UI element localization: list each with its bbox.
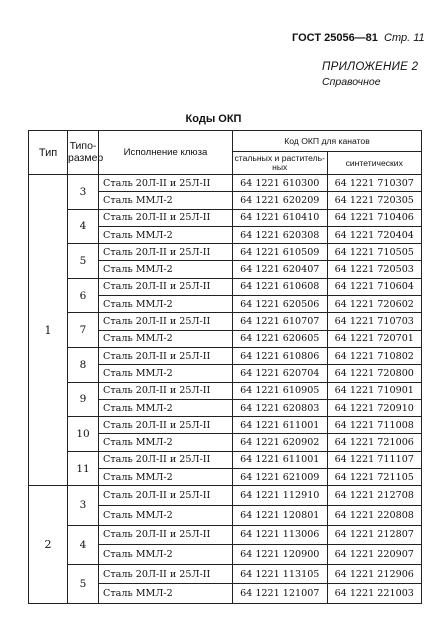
synthetic-code-cell: 64 1221 212807: [327, 525, 422, 545]
version-cell: Сталь ММЛ-2: [99, 399, 233, 416]
synthetic-code-cell: 64 1221 720602: [327, 296, 422, 313]
synthetic-code-cell: 64 1221 720404: [327, 226, 422, 243]
steel-code-cell: 64 1221 610905: [233, 382, 328, 399]
header-type: Тип: [29, 131, 68, 175]
table-row: [29, 417, 422, 434]
header-size: Типо-размер: [68, 131, 99, 175]
synthetic-code-cell: 64 1221 720701: [327, 330, 422, 347]
version-cell: Сталь ММЛ-2: [99, 469, 233, 486]
version-cell: Сталь 20Л-II и 25Л-II: [99, 244, 233, 261]
synthetic-code-cell: 64 1221 711107: [327, 451, 422, 468]
size-cell: 6: [68, 278, 99, 313]
version-cell: Сталь ММЛ-2: [99, 584, 233, 604]
version-cell: Сталь 20Л-II и 25Л-II: [99, 451, 233, 468]
steel-code-cell: 64 1221 113006: [233, 525, 328, 545]
appendix-note: Справочное: [322, 76, 381, 88]
steel-code-cell: 64 1221 610707: [233, 313, 328, 330]
version-cell: Сталь 20Л-II и 25Л-II: [99, 525, 233, 545]
size-cell: 11: [68, 451, 99, 486]
version-cell: Сталь 20Л-II и 25Л-II: [99, 209, 233, 226]
synthetic-code-cell: 64 1221 720503: [327, 261, 422, 278]
header-version: Исполнение клюза: [99, 131, 233, 175]
size-cell: 4: [68, 525, 99, 564]
steel-code-cell: 64 1221 610300: [233, 175, 328, 192]
synthetic-code-cell: 64 1221 710406: [327, 209, 422, 226]
size-cell: 3: [68, 486, 99, 525]
version-cell: Сталь 20Л-II и 25Л-II: [99, 417, 233, 434]
size-cell: 10: [68, 417, 99, 452]
synthetic-code-cell: 64 1221 710505: [327, 244, 422, 261]
steel-code-cell: 64 1221 620407: [233, 261, 328, 278]
version-cell: Сталь ММЛ-2: [99, 296, 233, 313]
version-cell: Сталь ММЛ-2: [99, 192, 233, 209]
version-cell: Сталь ММЛ-2: [99, 545, 233, 565]
size-cell: 8: [68, 347, 99, 382]
version-cell: Сталь ММЛ-2: [99, 330, 233, 347]
steel-code-cell: 64 1221 610410: [233, 209, 328, 226]
version-cell: Сталь 20Л-II и 25Л-II: [99, 175, 233, 192]
synthetic-code-cell: 64 1221 721105: [327, 469, 422, 486]
synthetic-code-cell: 64 1221 710703: [327, 313, 422, 330]
steel-code-cell: 64 1221 610608: [233, 278, 328, 295]
table-row: [29, 525, 422, 545]
table-row: [29, 278, 422, 295]
size-cell: 9: [68, 382, 99, 417]
synthetic-code-cell: 64 1221 720305: [327, 192, 422, 209]
version-cell: Сталь 20Л-II и 25Л-II: [99, 313, 233, 330]
synthetic-code-cell: 64 1221 220808: [327, 505, 422, 525]
table-row: [29, 564, 422, 584]
size-cell: 4: [68, 209, 99, 244]
size-cell: 7: [68, 313, 99, 348]
steel-code-cell: 64 1221 620704: [233, 365, 328, 382]
table-row: [29, 451, 422, 468]
steel-code-cell: 64 1221 620803: [233, 399, 328, 416]
synthetic-code-cell: 64 1221 212906: [327, 564, 422, 584]
appendix-label: ПРИЛОЖЕНИЕ 2: [322, 61, 419, 73]
synthetic-code-cell: 64 1221 221003: [327, 584, 422, 604]
synthetic-code-cell: 64 1221 721006: [327, 434, 422, 451]
version-cell: Сталь ММЛ-2: [99, 505, 233, 525]
header-synthetic: синтетических: [327, 152, 422, 175]
steel-code-cell: 64 1221 611001: [233, 417, 328, 434]
version-cell: Сталь 20Л-II и 25Л-II: [99, 347, 233, 364]
header-okp-group: Код ОКП для канатов: [233, 131, 422, 152]
type-cell: 2: [29, 486, 68, 604]
page-number: Стр. 11: [384, 32, 425, 44]
table-row: [29, 313, 422, 330]
table-header: [29, 131, 422, 175]
version-cell: Сталь ММЛ-2: [99, 226, 233, 243]
version-cell: Сталь 20Л-II и 25Л-II: [99, 278, 233, 295]
version-cell: Сталь 20Л-II и 25Л-II: [99, 382, 233, 399]
table-row: [29, 175, 422, 192]
steel-code-cell: 64 1221 120900: [233, 545, 328, 565]
synthetic-code-cell: 64 1221 720910: [327, 399, 422, 416]
table-row: [29, 244, 422, 261]
steel-code-cell: 64 1221 620209: [233, 192, 328, 209]
table-row: [29, 209, 422, 226]
steel-code-cell: 64 1221 620506: [233, 296, 328, 313]
synthetic-code-cell: 64 1221 710604: [327, 278, 422, 295]
table-row: [29, 486, 422, 506]
version-cell: Сталь ММЛ-2: [99, 365, 233, 382]
steel-code-cell: 64 1221 112910: [233, 486, 328, 506]
synthetic-code-cell: 64 1221 212708: [327, 486, 422, 506]
size-cell: 5: [68, 564, 99, 603]
document-header: [292, 32, 425, 44]
version-cell: Сталь 20Л-II и 25Л-II: [99, 486, 233, 506]
steel-code-cell: 64 1221 621009: [233, 469, 328, 486]
synthetic-code-cell: 64 1221 710307: [327, 175, 422, 192]
synthetic-code-cell: 64 1221 220907: [327, 545, 422, 565]
steel-code-cell: 64 1221 620902: [233, 434, 328, 451]
steel-code-cell: 64 1221 610509: [233, 244, 328, 261]
version-cell: Сталь ММЛ-2: [99, 261, 233, 278]
version-cell: Сталь ММЛ-2: [99, 434, 233, 451]
synthetic-code-cell: 64 1221 711008: [327, 417, 422, 434]
synthetic-code-cell: 64 1221 710802: [327, 347, 422, 364]
okp-codes-table: [28, 130, 422, 604]
table-body: [29, 175, 422, 604]
steel-code-cell: 64 1221 113105: [233, 564, 328, 584]
table-row: [29, 347, 422, 364]
synthetic-code-cell: 64 1221 720800: [327, 365, 422, 382]
table-title: Коды ОКП: [185, 113, 242, 125]
synthetic-code-cell: 64 1221 710901: [327, 382, 422, 399]
steel-code-cell: 64 1221 610806: [233, 347, 328, 364]
steel-code-cell: 64 1221 120801: [233, 505, 328, 525]
version-cell: Сталь 20Л-II и 25Л-II: [99, 564, 233, 584]
gost-number: ГОСТ 25056—81: [292, 32, 378, 44]
type-cell: 1: [29, 175, 68, 486]
steel-code-cell: 64 1221 620605: [233, 330, 328, 347]
steel-code-cell: 64 1221 121007: [233, 584, 328, 604]
steel-code-cell: 64 1221 611001: [233, 451, 328, 468]
steel-code-cell: 64 1221 620308: [233, 226, 328, 243]
header-steel-plant: стальных и раститель-ных: [233, 152, 328, 175]
size-cell: 3: [68, 175, 99, 210]
size-cell: 5: [68, 244, 99, 279]
table-row: [29, 382, 422, 399]
